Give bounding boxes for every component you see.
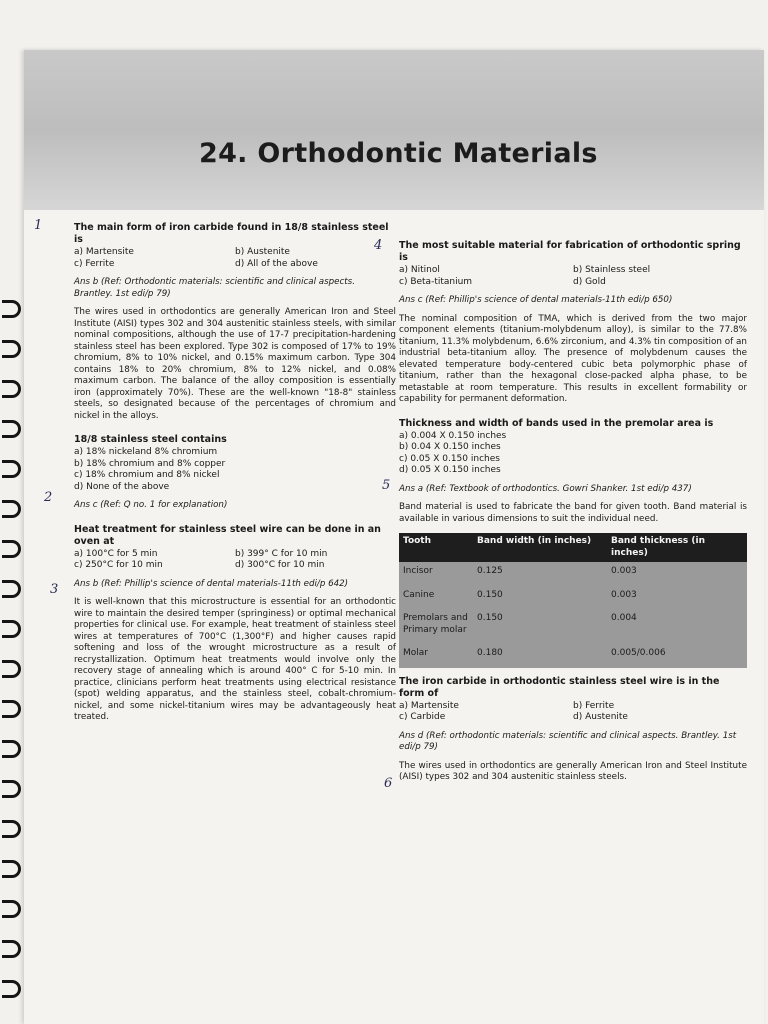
option: c) 0.05 X 0.150 inches	[399, 453, 500, 464]
explanation-1: The wires used in orthodontics are generally American Iron and Steel Institute (AISI) types 302 and 304 austenitic stainless steels, with similar nominal compositions, although the use of 17-7 precipitation-hardening stainless steel has been explored. Type 302 is composed of 17% to 19% chromium, 8% to 10% nickel, and 0.15% maximum carbon. Type 304 contains 18% to 20% chromium, 8% to 12% nickel, and 0.08% maximum carbon. The balance of the alloy composition is essentially iron (approximately 70%). These are the well-known "18-8" stainless steels, so designated because of the percentages of chromium and nickel in the alloys.	[74, 307, 396, 421]
band-dimensions-table	[399, 533, 747, 668]
option: b) Austenite	[235, 247, 290, 257]
option: b) 18% chromium and 8% copper	[74, 458, 226, 469]
spiral-binding	[0, 300, 26, 1020]
table-header: Tooth	[399, 533, 473, 562]
answer-5: Ans a (Ref: Textbook of orthodontics. Gowri Shanker. 1st edi/p 437)	[399, 483, 692, 494]
book-page	[24, 50, 764, 1024]
option: d) 0.05 X 0.150 inches	[399, 465, 501, 475]
option: d) Gold	[573, 276, 606, 287]
table-header: Band thickness (in inches)	[607, 533, 747, 562]
option: b) Ferrite	[573, 700, 615, 711]
table-row	[399, 609, 747, 644]
explanation-6: The wires used in orthodontics are generally American Iron and Steel Institute (AISI) types 302 and 304 austenitic stainless steels.	[399, 760, 747, 782]
table-row	[399, 644, 747, 668]
option: c) Ferrite	[74, 258, 115, 269]
question-1-options	[74, 247, 396, 270]
option: d) Austenite	[573, 712, 628, 722]
table-cell: Premolars and Primary molar	[399, 609, 473, 644]
question-4: The most suitable material for fabrication of orthodontic spring is	[399, 240, 741, 263]
table-cell: 0.125	[473, 562, 607, 586]
option: d) All of the above	[235, 258, 318, 269]
table-header-row	[399, 533, 747, 562]
explanation-3: It is well-known that this microstructure is essential for an orthodontic wire to maintain the desired temper (springiness) or optimal mechanical properties for clinical use. For example, heat treatment of stainless steel wires at temperatures of 700°C (1,300°F) and higher causes rapid softening and loss of the wrought microstructure as a result of recrystallization. Optimum heat treatments would involve only the recovery stage of annealing which is around 400° C for 5-10 min. In practice, clinicians perform heat treatments using electrical resistance (spot) welding apparatus, and the stainless steel, cobalt-chromium-nickel, and some nickel-titanium wires may be advantageously heat treated.	[74, 597, 396, 722]
option: a) 0.004 X 0.150 inches	[399, 430, 507, 441]
answer-3: Ans b (Ref: Phillip's science of dental materials-11th edi/p 642)	[74, 578, 349, 589]
chapter-title: 24. Orthodontic Materials	[199, 138, 598, 169]
handwritten-number: 5	[382, 478, 391, 493]
table-cell: 0.003	[607, 562, 747, 586]
table-row	[399, 586, 747, 610]
explanation-5: Band material is used to fabricate the band for given tooth. Band material is available in various dimensions to suit the individual need.	[399, 502, 747, 524]
table-cell: 0.003	[607, 586, 747, 610]
option: a) Martensite	[74, 247, 134, 257]
answer-4: Ans c (Ref: Phillip's science of dental materials-11th edi/p 650)	[399, 295, 673, 305]
answer-1: Ans b (Ref: Orthodontic materials: scientific and clinical aspects. Brantley. 1st edi/p 79)	[74, 277, 355, 299]
handwritten-number: 1	[34, 218, 43, 233]
table-cell: 0.150	[473, 609, 607, 644]
table-cell: Incisor	[399, 562, 473, 586]
option: a) 100°C for 5 min	[74, 548, 158, 559]
option: b) 399° C for 10 min	[235, 548, 328, 559]
table-cell: 0.150	[473, 586, 607, 610]
question-6: The iron carbide in orthodontic stainless steel wire is in the form of	[399, 675, 720, 699]
handwritten-number: 4	[374, 238, 383, 253]
table-header: Band width (in inches)	[473, 533, 607, 562]
handwritten-number: 3	[50, 582, 59, 597]
option: a) Martensite	[399, 700, 459, 711]
option: b) Stainless steel	[573, 265, 651, 275]
answer-2: Ans c (Ref: Q no. 1 for explanation)	[74, 500, 228, 510]
table-cell: Molar	[399, 644, 473, 668]
option: c) 250°C for 10 min	[74, 560, 163, 570]
question-1: The main form of iron carbide found in 18/8 stainless steel is	[74, 222, 389, 245]
option: a) Nitinol	[399, 265, 440, 275]
table-cell: 0.180	[473, 644, 607, 668]
option: a) 18% nickeland 8% chromium	[74, 447, 218, 457]
option: c) Beta-titanium	[399, 276, 473, 287]
question-2: 18/8 stainless steel contains	[74, 434, 227, 445]
option: c) Carbide	[399, 712, 446, 722]
option: d) None of the above	[74, 481, 170, 492]
table-cell: Canine	[399, 586, 473, 610]
chapter-banner	[24, 50, 764, 210]
answer-6: Ans d (Ref: orthodontic materials: scientific and clinical aspects. Brantley. 1st edi/p 79)	[399, 730, 737, 752]
option: b) 0.04 X 0.150 inches	[399, 442, 501, 452]
question-5-options	[399, 431, 747, 477]
table-cell: 0.005/0.006	[607, 644, 747, 668]
question-3-options	[74, 549, 396, 572]
handwritten-number: 2	[44, 490, 53, 505]
right-column	[399, 240, 747, 784]
question-6-options	[399, 701, 747, 724]
handwritten-number: 6	[384, 776, 393, 791]
table-cell: 0.004	[607, 609, 747, 644]
option: d) 300°C for 10 min	[235, 560, 325, 570]
question-2-options	[74, 447, 396, 493]
explanation-4: The nominal composition of TMA, which is derived from the two major component elements (titanium-molybdenum alloy), is similar to the 77.8% titanium, 11.3% molybdenum, 6.6% zirconium, and 4.3% tin composition of an industrial beta-titanium alloy. The presence of molybdenum causes the elevated temperature body-centered cubic beta polymorphic phase of titanium, rather than the hexagonal close-packed alpha phase, to be metastable at room temperature. This results in excellent formability or capability for permanent deformation.	[399, 313, 747, 404]
question-5: Thickness and width of bands used in the premolar area is	[399, 417, 714, 429]
question-4-options	[399, 265, 747, 288]
option: c) 18% chromium and 8% nickel	[74, 470, 220, 480]
question-3: Heat treatment for stainless steel wire can be done in an oven at	[74, 523, 381, 547]
left-column	[74, 222, 396, 724]
table-row	[399, 562, 747, 586]
